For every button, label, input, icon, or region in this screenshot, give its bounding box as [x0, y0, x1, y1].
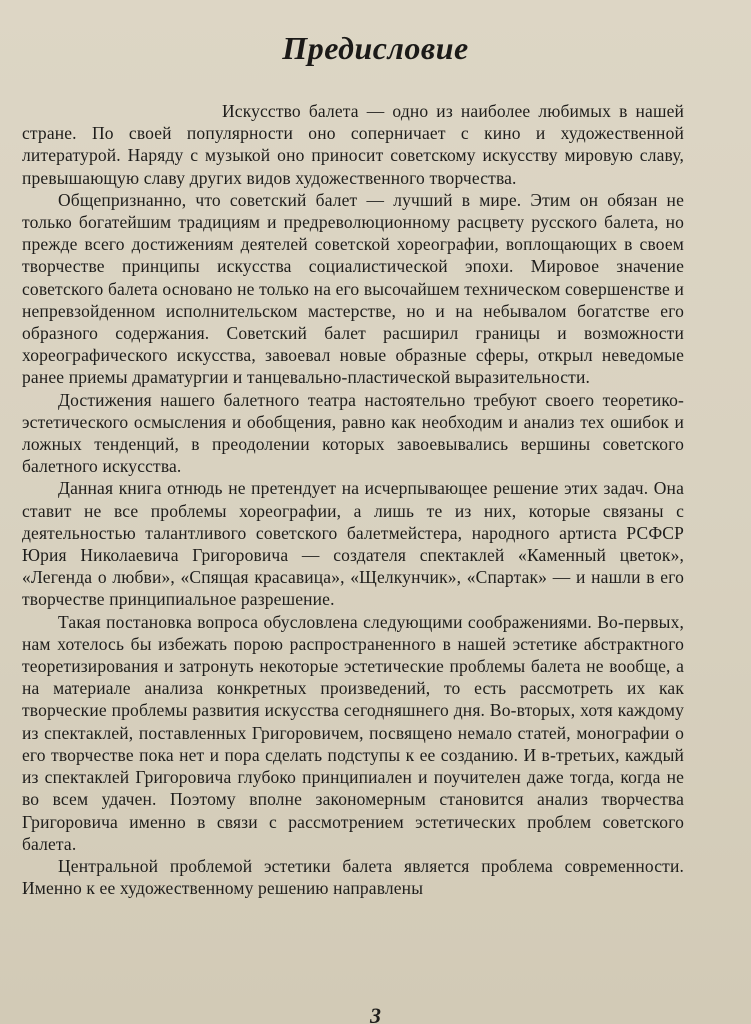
paragraph: Общепризнанно, что советский балет — лучший в мире. Этим он обязан не только богатейшим традициям и предреволюционному расцвету русского балета, но прежде всего достижениям деятелей советской хореографии, воплощающих в своем творчестве принципы искусства социалистической эпохи. Мировое значение советского балета основано не только на его высочайшем техническом совершенстве и непревзойденном исполнительском мастерстве, но и на небывалом богатстве его образного содержания. Советский балет расширил границы и возможности хореографического искусства, завоевал новые образные сферы, открыл неведомые ранее приемы драматургии и танцевально-пластической выразительности.	[22, 189, 684, 388]
body-text	[22, 100, 684, 899]
paragraph: Данная книга отнюдь не претендует на исчерпывающее решение этих задач. Она ставит не все проблемы хореографии, а лишь те из них, которые связаны с деятельностью талантливого советского балетмейстера, народного артиста РСФСР Юрия Николаевича Григоровича — создателя спектаклей «Каменный цветок», «Легенда о любви», «Спящая красавица», «Щелкунчик», «Спартак» — и нашли в его творчестве принципиальное разрешение.	[22, 478, 684, 610]
paragraph: Искусство балета — одно из наиболее любимых в нашей стране. По своей популярности оно соперничает с кино и художественной литературой. Наряду с музыкой оно приносит советскому искусству мировую славу, превышающую славу других видов художественного творчества.	[22, 101, 684, 188]
paragraph: Достижения нашего балетного театра настоятельно требуют своего теоретико-эстетического осмысления и обобщения, равно как необходим и анализ тех ошибок и ложных тенденций, в преодолении которых завоевывались вершины советского балетного искусства.	[22, 389, 684, 477]
page-number: 3	[370, 1003, 381, 1024]
page-title: Предисловие	[282, 30, 469, 66]
paragraph: Центральной проблемой эстетики балета является проблема современности. Именно к ее художественному решению направлены	[22, 855, 684, 899]
paragraph: Такая постановка вопроса обусловлена следующими соображениями. Во-первых, нам хотелось бы избежать порою распространенного в нашей эстетике абстрактного теоретизирования и затронуть некоторые эстетические проблемы балета не вообще, а на материале анализа конкретных произведений, то есть рассмотреть их как творческие проблемы развития искусства сегодняшнего дня. Во-вторых, хотя каждому из спектаклей, поставленных Григоровичем, посвящено немало статей, монографии о его творчестве пока нет и пора сделать подступы к ее созданию. И в-третьих, каждый из спектаклей Григоровича глубоко принципиален и поучителен даже тогда, когда не во всем удачен. Поэтому вполне закономерным становится анализ творчества Григоровича именно в связи с рассмотрением эстетических проблем советского балета.	[22, 611, 684, 854]
